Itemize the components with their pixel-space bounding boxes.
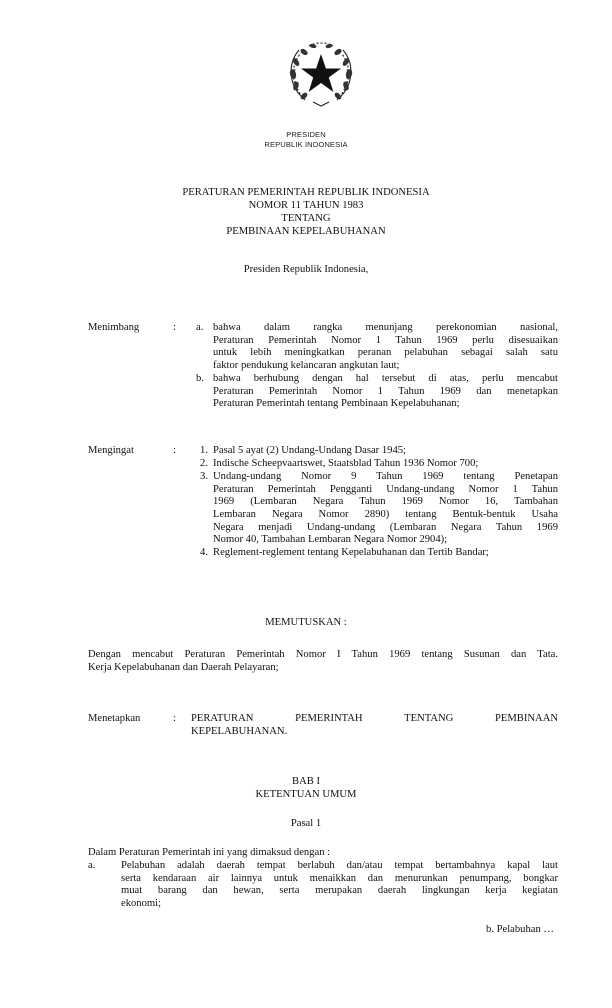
text-line: bahwa dalam rangka menunjang perekonomian nasional,: [213, 322, 558, 333]
text-line: Indische Scheepvaartswet, Staatsblad Tahun 1936 Nomor 700;: [213, 458, 479, 469]
text-line: Nomor 40, Tambahan Lembaran Negara Nomor 2904);: [213, 534, 448, 546]
menetapkan-line-1: PERATURAN PEMERINTAH TENTANG PEMBINAAN: [191, 713, 558, 724]
menimbang-item-a-marker: a.: [196, 322, 204, 333]
title-line-1: PERATURAN PEMERINTAH REPUBLIK INDONESIA: [182, 187, 430, 198]
menimbang-colon: :: [173, 322, 176, 333]
menimbang-item-b: [213, 373, 558, 411]
text-line: Lembaran Negara Nomor 2890) tentang Bentuk-bentuk Usaha: [213, 509, 558, 521]
menimbang-item-b-marker: b.: [196, 373, 204, 384]
text-line: Pelabuhan adalah daerah tempat berlabuh dan/atau tempat bertambahnya kapal laut: [121, 860, 558, 871]
continuation-marker: b. Pelabuhan …: [486, 924, 554, 935]
text-line: ekonomi;: [121, 898, 162, 910]
text-line: Negara menjadi Undang-undang (Lembaran Negara Tahun 1969: [213, 521, 558, 533]
title-line-2: NOMOR 11 TAHUN 1983: [248, 200, 364, 211]
header-presiden: PRESIDEN: [286, 130, 326, 139]
text-line: Reglement-reglement tentang Kepelabuhanan dan Tertib Bandar;: [213, 547, 489, 558]
text-line: Undang-undang Nomor 9 Tahun 1969 tentang Penetapan: [213, 471, 558, 482]
mengingat-item-4: [213, 547, 558, 560]
mengingat-item-1: [213, 445, 558, 458]
header-republik-indonesia: REPUBLIK INDONESIA: [264, 140, 348, 149]
menetapkan-line-2: KEPELABUHANAN.: [191, 726, 288, 737]
preamble: Presiden Republik Indonesia,: [243, 264, 369, 275]
text-line: untuk lebih meningkatkan peranan pelabuhan sebagai salah satu: [213, 347, 558, 359]
text-line: 1969 (Lembaran Negara Tahun 1969 Nomor 16, Tambahan: [213, 496, 558, 508]
menimbang-item-a: [213, 322, 558, 373]
memutuskan-line-2: Kerja Kepelabuhanan dan Daerah Pelayaran;: [88, 662, 279, 673]
menetapkan-label: Menetapkan: [88, 713, 141, 724]
text-line: Peraturan Pemerintah Nomor 1 Tahun 1969 perlu disesuaikan: [213, 334, 558, 346]
pasal-intro: Dalam Peraturan Pemerintah ini yang dimaksud dengan :: [88, 847, 331, 858]
menimbang-label: Menimbang: [88, 322, 140, 333]
pasal-item-a: [121, 860, 558, 911]
mengingat-item-1-marker: 1.: [200, 445, 208, 456]
text-line: muat barang dan hewan, serta merupakan daerah lingkungan kerja kegiatan: [121, 885, 558, 897]
text-line: Peraturan Pemerintah Pengganti Undang-undang Nomor 1 Tahun: [213, 483, 558, 495]
title-line-3: TENTANG: [281, 213, 331, 224]
garuda-star-emblem-icon: [283, 36, 359, 112]
menetapkan-colon: :: [173, 713, 176, 724]
mengingat-item-2: [213, 458, 558, 471]
mengingat-item-4-marker: 4.: [200, 547, 208, 558]
text-line: serta kendaraan air lainnya untuk menaikkan dan menurunkan penumpang, bongkar: [121, 872, 558, 884]
text-line: bahwa berhubung dengan hal tersebut di atas, perlu mencabut: [213, 373, 558, 384]
pasal-item-a-marker: a.: [88, 860, 96, 871]
mengingat-item-3-marker: 3.: [200, 471, 208, 482]
text-line: Peraturan Pemerintah Nomor 1 Tahun 1969 dan menetapkan: [213, 385, 558, 397]
mengingat-item-3: [213, 471, 558, 547]
memutuskan-heading: MEMUTUSKAN :: [265, 617, 347, 628]
title-line-4: PEMBINAAN KEPELABUHANAN: [226, 226, 386, 237]
text-line: faktor pendukung kelancaran angkutan laut;: [213, 360, 400, 372]
mengingat-label: Mengingat: [88, 445, 134, 456]
bab-title: KETENTUAN UMUM: [255, 789, 357, 800]
memutuskan-line-1: Dengan mencabut Peraturan Pemerintah Nomor I Tahun 1969 tentang Susunan dan Tata.: [88, 649, 558, 660]
mengingat-item-2-marker: 2.: [200, 458, 208, 469]
mengingat-colon: :: [173, 445, 176, 456]
text-line: Pasal 5 ayat (2) Undang-Undang Dasar 1945;: [213, 445, 406, 456]
pasal-title: Pasal 1: [290, 818, 322, 829]
bab-number: BAB I: [292, 776, 320, 787]
text-line: Peraturan Pemerintah tentang Pembinaan Kepelabuhanan;: [213, 398, 460, 410]
